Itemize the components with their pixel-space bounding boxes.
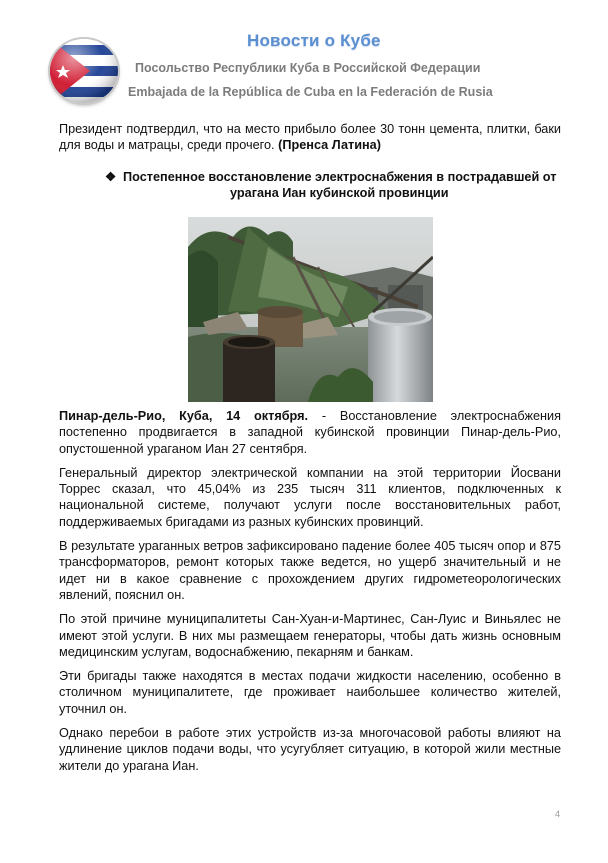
section-heading-line1: Постепенное восстановление электроснабжения в пострадавшей от: [123, 170, 557, 184]
article-paragraph: Эти бригады также находятся в местах подачи жидкости населению, особенно в столичном муниципалитете, где проживает наибольшее количество жителей, уточнил он.: [59, 669, 561, 716]
intro-text: Президент подтвердил, что на место прибыло более 30 тонн цемента, плитки, баки для воды и матрацы, среди прочего.: [59, 122, 561, 153]
lead-paragraph: [59, 408, 561, 457]
article-paragraph: Генеральный директор электрической компании на этой территории Йосвани Торрес сказал, что 45,04% из 235 тысяч 311 клиентов, подключенных к национальной системе, получают услуги после восстановительных работ, поддерживаемых бригадами из разных кубинских провинций.: [59, 465, 561, 529]
article-paragraph: По этой причине муниципалитеты Сан-Хуан-и-Мартинес, Сан-Луис и Виньялес не имеют этой услуги. В них мы размещаем генераторы, чтобы дать жизнь основным медицинским услугам, водоснабжению, пекарням и банкам.: [59, 612, 561, 659]
document-header: [0, 0, 608, 110]
article-paragraph: Однако перебои в работе этих устройств из-за многочасовой работы влияют на удлинение циклов подачи воды, что усугубляет ситуацию, в которой жили местные жители до урагана Иан.: [59, 726, 561, 773]
diamond-bullet-icon: ❖: [105, 170, 117, 184]
article-dateline: Пинар-дель-Рио, Куба, 14 октября.: [59, 409, 309, 423]
article-paragraph: В результате ураганных ветров зафиксировано падение более 405 тысяч опор и 875 трансформаторов, ремонт которых также ведется, но ущерб значительный и не идет ни в какое сравнение с прохождением других гидрометеорологических явлений, пояснил он.: [59, 539, 561, 602]
publication-title: Новости о Кубе: [247, 31, 381, 50]
lead-text: - Восстановление электроснабжения постепенно продвигается в западной кубинской провинции Пинар-дель-Рио, опустошенной ураганом Иан 27 сентября.: [59, 409, 561, 456]
document-body: [59, 121, 561, 773]
article-body: [59, 408, 561, 782]
intro-source: (Пренса Латина): [278, 138, 381, 153]
section-heading-line2: урагана Иан кубинской провинции: [230, 186, 449, 200]
intro-paragraph: [59, 121, 561, 154]
embassy-name-spanish: Embajada de la República de Cuba en la Federación de Rusia: [128, 85, 493, 99]
hurricane-damage-photo: [188, 217, 433, 402]
embassy-name-russian: Посольство Республики Куба в Российской Федерации: [135, 61, 481, 75]
cuba-flag-logo: [50, 39, 118, 103]
page-number: 4: [555, 809, 561, 819]
